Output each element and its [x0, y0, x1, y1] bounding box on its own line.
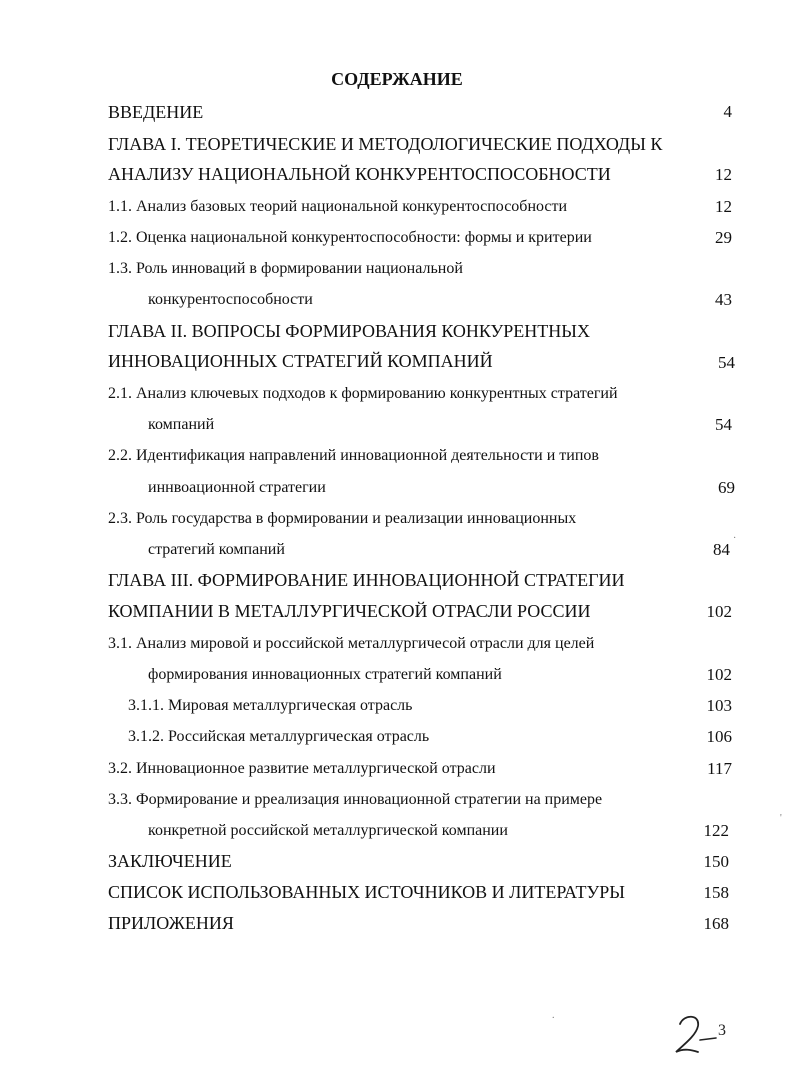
toc-entry-chapter-2[interactable]: ГЛАВА II. ВОПРОСЫ ФОРМИРОВАНИЯ КОНКУРЕНТНЫХ [108, 321, 590, 341]
toc-entry-section-1-1[interactable]: 1.1. Анализ базовых теорий национальной конкурентоспособности [108, 198, 568, 215]
toc-page-section-3-1-2: 106 [706, 727, 732, 746]
toc-page-section-2-2: 69 [718, 478, 735, 497]
scan-speck: · [733, 533, 737, 544]
toc-page-appendices: 168 [703, 914, 729, 933]
toc-page-section-1-3: 43 [715, 290, 732, 309]
toc-entry-section-1-2[interactable]: 1.2. Оценка национальной конкурентоспособности: формы и критерии [108, 229, 592, 246]
toc-entry-section-3-1-cont[interactable]: формирования инновационных стратегий компаний [148, 666, 502, 683]
toc-entry-conclusion[interactable]: ЗАКЛЮЧЕНИЕ [108, 851, 232, 871]
toc-entry-section-3-1[interactable]: 3.1. Анализ мировой и российской металлургичесой отрасли для целей [108, 635, 595, 652]
toc-page-section-1-2: 29 [715, 228, 732, 247]
toc-page-bibliography: 158 [703, 883, 729, 902]
toc-entry-chapter-1[interactable]: ГЛАВА I. ТЕОРЕТИЧЕСКИЕ И МЕТОДОЛОГИЧЕСКИЕ ПОДХОДЫ К [108, 134, 663, 154]
toc-page-chapter-2: 54 [718, 353, 735, 372]
toc-entry-section-2-3-cont[interactable]: стратегий компаний [148, 541, 285, 558]
toc-entry-section-2-1[interactable]: 2.1. Анализ ключевых подходов к формированию конкурентных стратегий [108, 385, 618, 402]
toc-page-section-3-3: 122 [703, 821, 729, 840]
toc-entry-section-3-3-cont[interactable]: конкретной российской металлургической компании [148, 822, 508, 839]
toc-entry-chapter-2-cont[interactable]: ИННОВАЦИОННЫХ СТРАТЕГИЙ КОМПАНИЙ [108, 351, 493, 371]
toc-entry-appendices[interactable]: ПРИЛОЖЕНИЯ [108, 913, 234, 933]
toc-entry-bibliography[interactable]: СПИСОК ИСПОЛЬЗОВАННЫХ ИСТОЧНИКОВ И ЛИТЕРАТУРЫ [108, 882, 625, 902]
toc-page-conclusion: 150 [703, 852, 729, 871]
toc-page-section-3-2: 117 [707, 759, 732, 778]
handwritten-page-mark [670, 1012, 740, 1056]
toc-entry-introduction[interactable]: ВВЕДЕНИЕ [108, 102, 204, 122]
toc-page-chapter-3: 102 [706, 602, 732, 621]
toc-entry-section-3-3[interactable]: 3.3. Формирование и рреализация инновационной стратегии на примере [108, 791, 603, 808]
toc-entry-section-3-2[interactable]: 3.2. Инновационное развитие металлургической отрасли [108, 760, 496, 777]
toc-page-introduction: 4 [723, 102, 732, 121]
toc-entry-chapter-1-cont[interactable]: АНАЛИЗУ НАЦИОНАЛЬНОЙ КОНКУРЕНТОСПОСОБНОСТИ [108, 164, 611, 184]
toc-page-section-1-1: 12 [715, 197, 732, 216]
toc-entry-section-2-2[interactable]: 2.2. Идентификация направлений инновационной деятельности и типов [108, 447, 599, 464]
toc-page-section-2-1: 54 [715, 415, 732, 434]
toc-page-section-3-1-1: 103 [706, 696, 732, 715]
toc-page-section-3-1: 102 [706, 665, 732, 684]
page-mark: 3 [718, 1022, 726, 1039]
toc-entry-chapter-3[interactable]: ГЛАВА III. ФОРМИРОВАНИЕ ИННОВАЦИОННОЙ СТРАТЕГИИ [108, 570, 625, 590]
page-title: СОДЕРЖАНИЕ [331, 69, 463, 89]
toc-entry-section-2-3[interactable]: 2.3. Роль государства в формировании и реализации инновационных [108, 510, 577, 527]
toc-page-section-2-3: 84 [713, 540, 730, 559]
toc-page-chapter-1: 12 [715, 165, 732, 184]
toc-entry-section-3-1-1[interactable]: 3.1.1. Мировая металлургическая отрасль [128, 697, 413, 714]
toc-entry-section-2-2-cont[interactable]: иннвоационной стратегии [148, 479, 326, 496]
toc-entry-chapter-3-cont[interactable]: КОМПАНИИ В МЕТАЛЛУРГИЧЕСКОЙ ОТРАСЛИ РОССИИ [108, 601, 591, 621]
scan-speck: ' [780, 813, 782, 824]
toc-entry-section-2-1-cont[interactable]: компаний [148, 416, 215, 433]
scan-speck: . [552, 1010, 555, 1021]
toc-entry-section-1-3-cont[interactable]: конкурентоспособности [148, 291, 313, 308]
toc-entry-section-3-1-2[interactable]: 3.1.2. Российская металлургическая отрасль [128, 728, 430, 745]
toc-entry-section-1-3[interactable]: 1.3. Роль инноваций в формировании национальной [108, 260, 463, 277]
